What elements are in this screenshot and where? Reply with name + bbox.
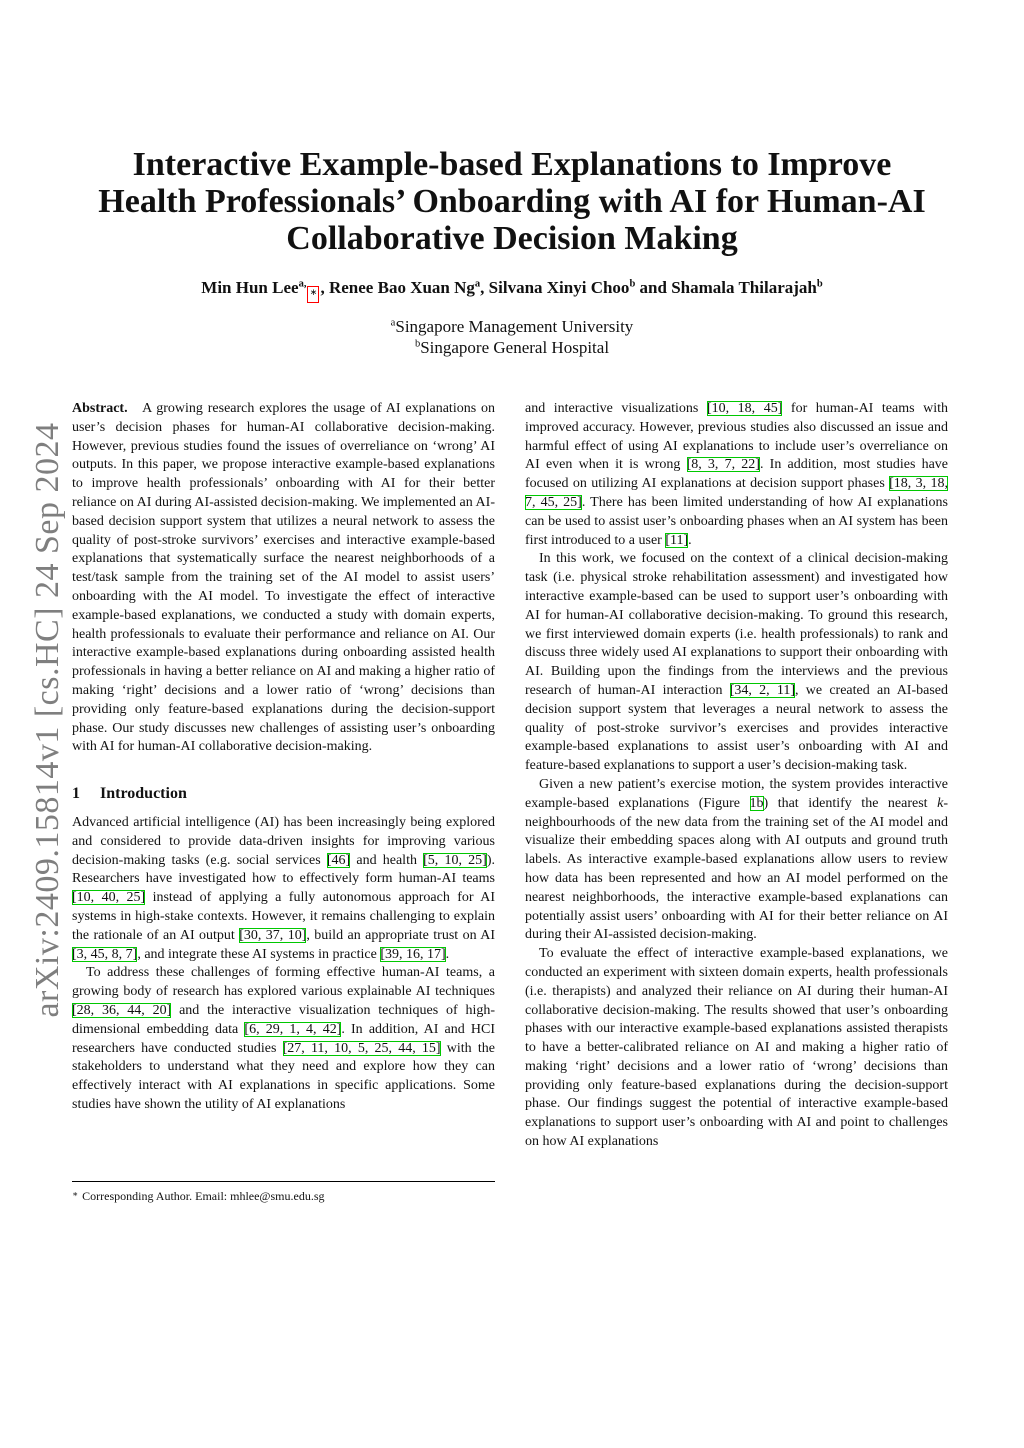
section-number: 1 bbox=[72, 785, 80, 803]
section-heading bbox=[72, 785, 495, 804]
abstract-heading: Abstract. bbox=[72, 401, 128, 416]
affiliation: $^a$Singapore Management University bbox=[390, 317, 634, 336]
paper-title bbox=[60, 146, 964, 257]
citation-link[interactable]: [28, 36, 44, 20] bbox=[72, 1002, 172, 1018]
citation-link[interactable]: [11] bbox=[665, 532, 689, 548]
author-name: Min Hun Lee bbox=[201, 278, 299, 297]
left-column bbox=[72, 400, 495, 1115]
citation-link[interactable]: [10, 18, 45] bbox=[706, 401, 783, 416]
footnote: ∗ Corresponding Author. Email: mhlee@smu.edu.sg bbox=[72, 1189, 325, 1203]
citation-link[interactable]: [5, 10, 25] bbox=[423, 852, 487, 868]
author-name: Renee Bao Xuan Ng bbox=[328, 278, 475, 297]
body-paragraph: To evaluate the effect of interactive example-based explanations, we conducted an experiment with sixteen domain experts, health professionals (i.e. therapists) and analyzed their reliance on AI during their human-AI collaborative decision-making. The results showed that user’s onboarding phases with our interactive example-based explanations assisted therapists to have a better-calibrated reliance on AI and making a higher ratio of making ‘right’ decisions and a lower ratio of ‘wrong’ decisions than providing only feature-based explanations during the decision-support phase. Our findings suggest the potential of interactive example-based explanations to support user’s onboarding with AI and point to challenges on how AI explanations bbox=[525, 946, 948, 1150]
intro-paragraph-1: Advanced artificial intelligence (AI) has been increasingly being explored and considered to provide data-driven insights for improving various decision-making tasks (e.g. social services [46] and health [5, 10, 25]). Researchers have investigated how to effectively form human-AI teams [10, 40, 25] instead of applying a fully autonomous approach for AI systems in high-stake contexts. However, it remains challenging to explain the rationale of an AI output [30, 37, 10], build an appropriate trust on AI [3, 45, 8, 7], and integrate these AI systems in practice [39, 16, 17]. bbox=[72, 814, 495, 962]
citation-link[interactable]: [10, 40, 25] bbox=[72, 890, 146, 906]
citation-link[interactable]: [18, 3, 18, 7, 45, 25] bbox=[525, 476, 948, 510]
author-name: Silvana Xinyi Choo bbox=[488, 278, 630, 297]
body-paragraph: In this work, we focused on the context of a clinical decision-making task (i.e. physical stroke rehabilitation assessment) and investigated how interactive example-based can be used to support user’s onboarding with AI for human-AI collaborative decision-making. To ground this research, we first interviewed domain experts (i.e. health professionals) to rank and discuss three widely used AI explanations to support their onboarding with AI. Building upon the findings from the interviews and the previous research of human-AI interaction [34, 2, 11], we created an AI-based decision support system that leverages a neural network to assess the quality of post-stroke survivor’s exercises and provides interactive example-based explanations to assist user’s onboarding with AI and feature-based explanations to support a user’s decision-making task. bbox=[525, 551, 948, 774]
citation-link[interactable]: [8, 3, 7, 22] bbox=[686, 457, 760, 473]
right-column bbox=[525, 400, 948, 1152]
title-line: Health Professionals’ Onboarding with AI for Human-AI bbox=[98, 183, 926, 220]
citation-link[interactable]: [34, 2, 11] bbox=[729, 682, 796, 698]
abstract bbox=[72, 400, 495, 757]
citation-link[interactable]: [39, 16, 17] bbox=[380, 946, 446, 962]
body-paragraph: Given a new patient’s exercise motion, the system provides interactive example-based explanations (Figure 1b) that identify the nearest k-neighbourhoods of the new data from the training set of the AI model and visualize their embedding spaces along with AI outputs and ground truth labels. As interactive example-based explanations allow users to review how data has been represented and how an AI model performed on the nearest neighborhoods, the interactive example-based explanations can potentially assist users’ onboarding with AI for their better reliance on AI during their AI-assisted decision-making. bbox=[525, 776, 948, 943]
intro-paragraph-2: To address these challenges of forming effective human-AI teams, a growing body of research has explored various explainable AI techniques [28, 36, 44, 20] and the interactive visualization techniques of high-dimensional embedding data [6, 29, 1, 4, 42]. In addition, AI and HCI researchers have conducted studies [27, 11, 10, 5, 25, 44, 15] with the stakeholders to understand what they need and explore how they can effectively interact with AI explanations in specific applications. Some studies have shown the utility of AI explanations bbox=[72, 965, 496, 1112]
figure-link[interactable]: 1b bbox=[749, 795, 764, 811]
footnote-link[interactable]: ∗ bbox=[307, 286, 319, 303]
section-title: Introduction bbox=[100, 785, 187, 803]
affiliation: $^b$Singapore General Hospital bbox=[414, 338, 610, 357]
footnote-divider bbox=[72, 1181, 495, 1182]
title-line: Collaborative Decision Making bbox=[286, 220, 738, 257]
abstract-text: A growing research explores the usage of AI explanations on user’s decision phases for human-AI collaborative decision-making. However, previous studies found the issues of overreliance on ‘wrong’ AI outputs. In this paper, we propose interactive example-based explanations to improve health professionals’ onboarding with AI for their better reliance on AI during AI-assisted decision-making. We implemented an AI-based decision support system that utilizes a neural network to assess the quality of post-stroke survivors’ exercises and interactive example-based explanations that systematically surface the nearest neighborhoods of a test/task sample from the training set of the AI model to assist users’ onboarding with the AI model. To investigate the effect of interactive example-based explanations, we conducted a study with domain experts, health professionals to evaluate their performance and reliance on AI. Our interactive example-based explanations during onboarding assisted health professionals in having a better reliance on AI and making a higher ratio of making ‘right’ decisions and a lower ratio of ‘wrong’ decisions than providing only feature-based explanations during the decision-support phase. Our study discusses new challenges of assisting user’s onboarding with AI for human-AI collaborative decision-making. bbox=[72, 401, 495, 755]
citation-link[interactable]: [3, 45, 8, 7] bbox=[72, 946, 138, 962]
title-line: Interactive Example-based Explanations to Improve bbox=[132, 146, 892, 183]
affiliations bbox=[60, 316, 964, 358]
citation-link[interactable]: [6, 29, 1, 4, 42] bbox=[244, 1021, 342, 1037]
body-paragraph: and interactive visualizations [10, 18, 45] for human-AI teams with improved accuracy. However, previous studies also discussed an issue and harmful effect of using AI explanations to include user’s overreliance on AI even when it is wrong [8, 3, 7, 22]. In addition, most studies have focused on utilizing AI explanations at decision support phases [18, 3, 18, 7, 45, 25]. There has been limited understanding of how AI explanations can be used to assist user’s onboarding phases when an AI system has been first introduced to a user [11]. bbox=[525, 401, 949, 548]
citation-link[interactable]: [30, 37, 10] bbox=[239, 927, 307, 943]
citation-link[interactable]: [27, 11, 10, 5, 25, 44, 15] bbox=[282, 1040, 441, 1056]
author-list: Min Hun Lee$^{a,}$∗ , Renee Bao Xuan Ng$^a$, Silvana Xinyi Choo$^b$ and Shamala Thilarajah$^b$ bbox=[60, 278, 964, 303]
citation-link[interactable]: [46] bbox=[326, 852, 351, 868]
arxiv-stamp: arXiv:2409.15814v1 [cs.HC] 24 Sep 2024 bbox=[29, 422, 66, 1018]
author-name: Shamala Thilarajah bbox=[671, 278, 817, 297]
